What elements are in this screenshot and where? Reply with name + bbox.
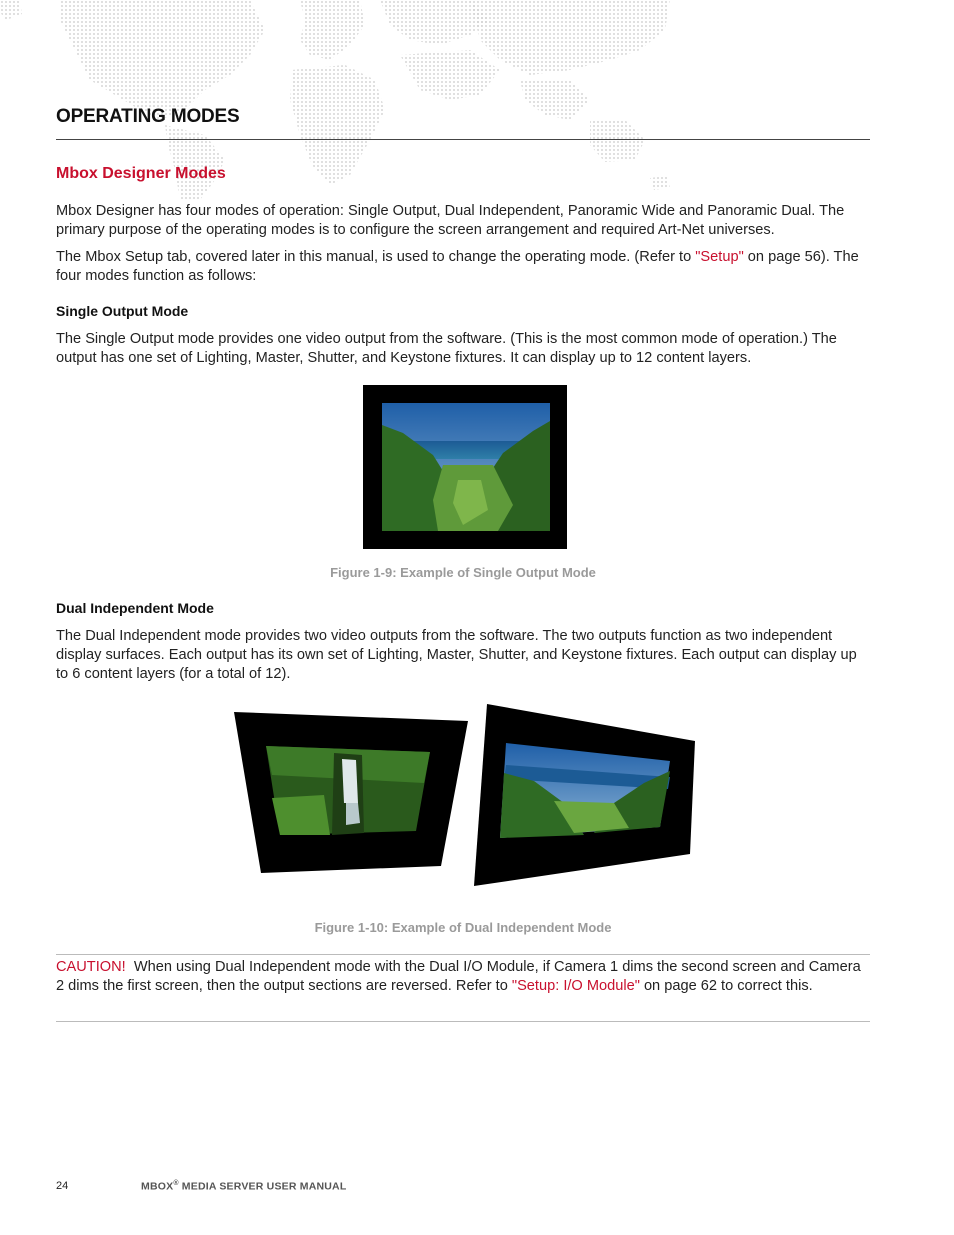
page-number: 24 [56,1180,69,1192]
single-output-figure [363,385,567,549]
figure-1-9-caption: Figure 1-9: Example of Single Output Mode [330,565,596,580]
intro-paragraph-1: Mbox Designer has four modes of operation: Single Output, Dual Independent, Panoramic Wide and Panoramic Dual. The primary purpose of the operating modes is to configure the screen arrangement and required Art-Net universes. [56,203,845,238]
dual-independent-paragraph: The Dual Independent mode provides two video outputs from the software. The two outputs function as two independent display surfaces. Each output has its own set of Lighting, Master, Shutter, and Keystone fixtures. Each output can display up to 6 content layers (for a total of 12). [56,628,857,682]
setup-link[interactable]: "Setup" [695,249,744,265]
figure-1-10-caption: Figure 1-10: Example of Dual Independent Mode [314,920,612,935]
single-output-heading: Single Output Mode [56,303,189,319]
intro-paragraph-2: The Mbox Setup tab, covered later in this manual, is used to change the operating mode. (Refer to "Setup" on page 56). The four modes function as follows: [56,249,859,284]
caution-bottom-rule [56,1021,870,1022]
setup-io-module-link[interactable]: "Setup: I/O Module" [511,978,640,994]
caution-label: CAUTION! [56,959,126,975]
dual-independent-heading: Dual Independent Mode [56,600,214,616]
dual-independent-figure [234,703,696,887]
caution-paragraph: CAUTION! When using Dual Independent mode with the Dual I/O Module, if Camera 1 dims the second screen and Camera 2 dims the first screen, then the output sections are reversed. Refer to "Setup: I/O Module" on page 62 to correct this. [56,959,865,994]
caution-top-rule [56,954,870,955]
section-heading: OPERATING MODES [56,106,240,127]
subsection-heading: Mbox Designer Modes [56,165,226,182]
footer-title: MBOX® MEDIA SERVER USER MANUAL [141,1180,347,1193]
single-output-paragraph: The Single Output mode provides one video output from the software. (This is the most common mode of operation.) The output has one set of Lighting, Master, Shutter, and Keystone fixtures. It can display up to 12 content layers. [56,331,837,366]
heading-rule [56,139,870,140]
